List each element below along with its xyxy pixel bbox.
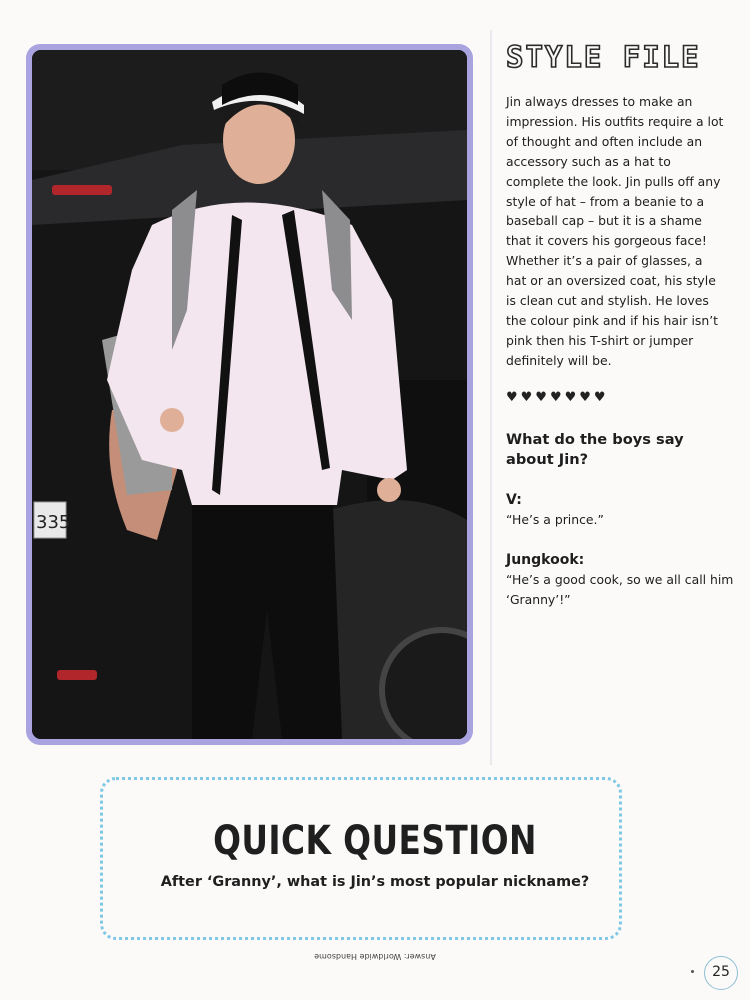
photo-frame xyxy=(26,44,473,745)
license-plate-text: 335 xyxy=(36,512,71,533)
quotes-heading: What do the boys say about Jin? xyxy=(506,431,684,468)
quote-speaker: Jungkook: xyxy=(506,552,585,568)
jin-photo xyxy=(32,50,467,739)
quote-text: “He’s a prince.” xyxy=(506,512,604,527)
hearts-divider: ♥♥♥♥♥♥♥ xyxy=(506,390,609,405)
quick-question-text: After ‘Granny’, what is Jin’s most popular nickname? xyxy=(160,874,590,890)
quote-speaker: V: xyxy=(506,492,522,508)
style-file-body: Jin always dresses to make an impression. His outfits require a lot of thought and often include an accessory such as a hat to complete the look. Jin pulls off any style of hat – from a beanie to a baseball cap – but it is a shame that it covers his gorgeous face! Whether it’s a pair of glasses, a hat or an oversized coat, his style is clean cut and stylish. He loves the colour pink and if his hair isn’t pink then his T-shirt or jumper definitely will be. xyxy=(506,94,724,368)
style-file-title: STYLE FILE xyxy=(506,40,701,74)
quote-item xyxy=(506,550,736,610)
quick-question-title: QUICK QUESTION xyxy=(213,818,537,864)
quote-item xyxy=(506,490,736,530)
upside-down-answer: Answer: Worldwide Handsome xyxy=(314,952,436,961)
page-dot xyxy=(691,970,694,973)
page-number: 25 xyxy=(704,956,738,990)
column-divider xyxy=(490,30,492,765)
quote-text: “He’s a good cook, so we all call him ‘Granny’!” xyxy=(506,572,734,607)
